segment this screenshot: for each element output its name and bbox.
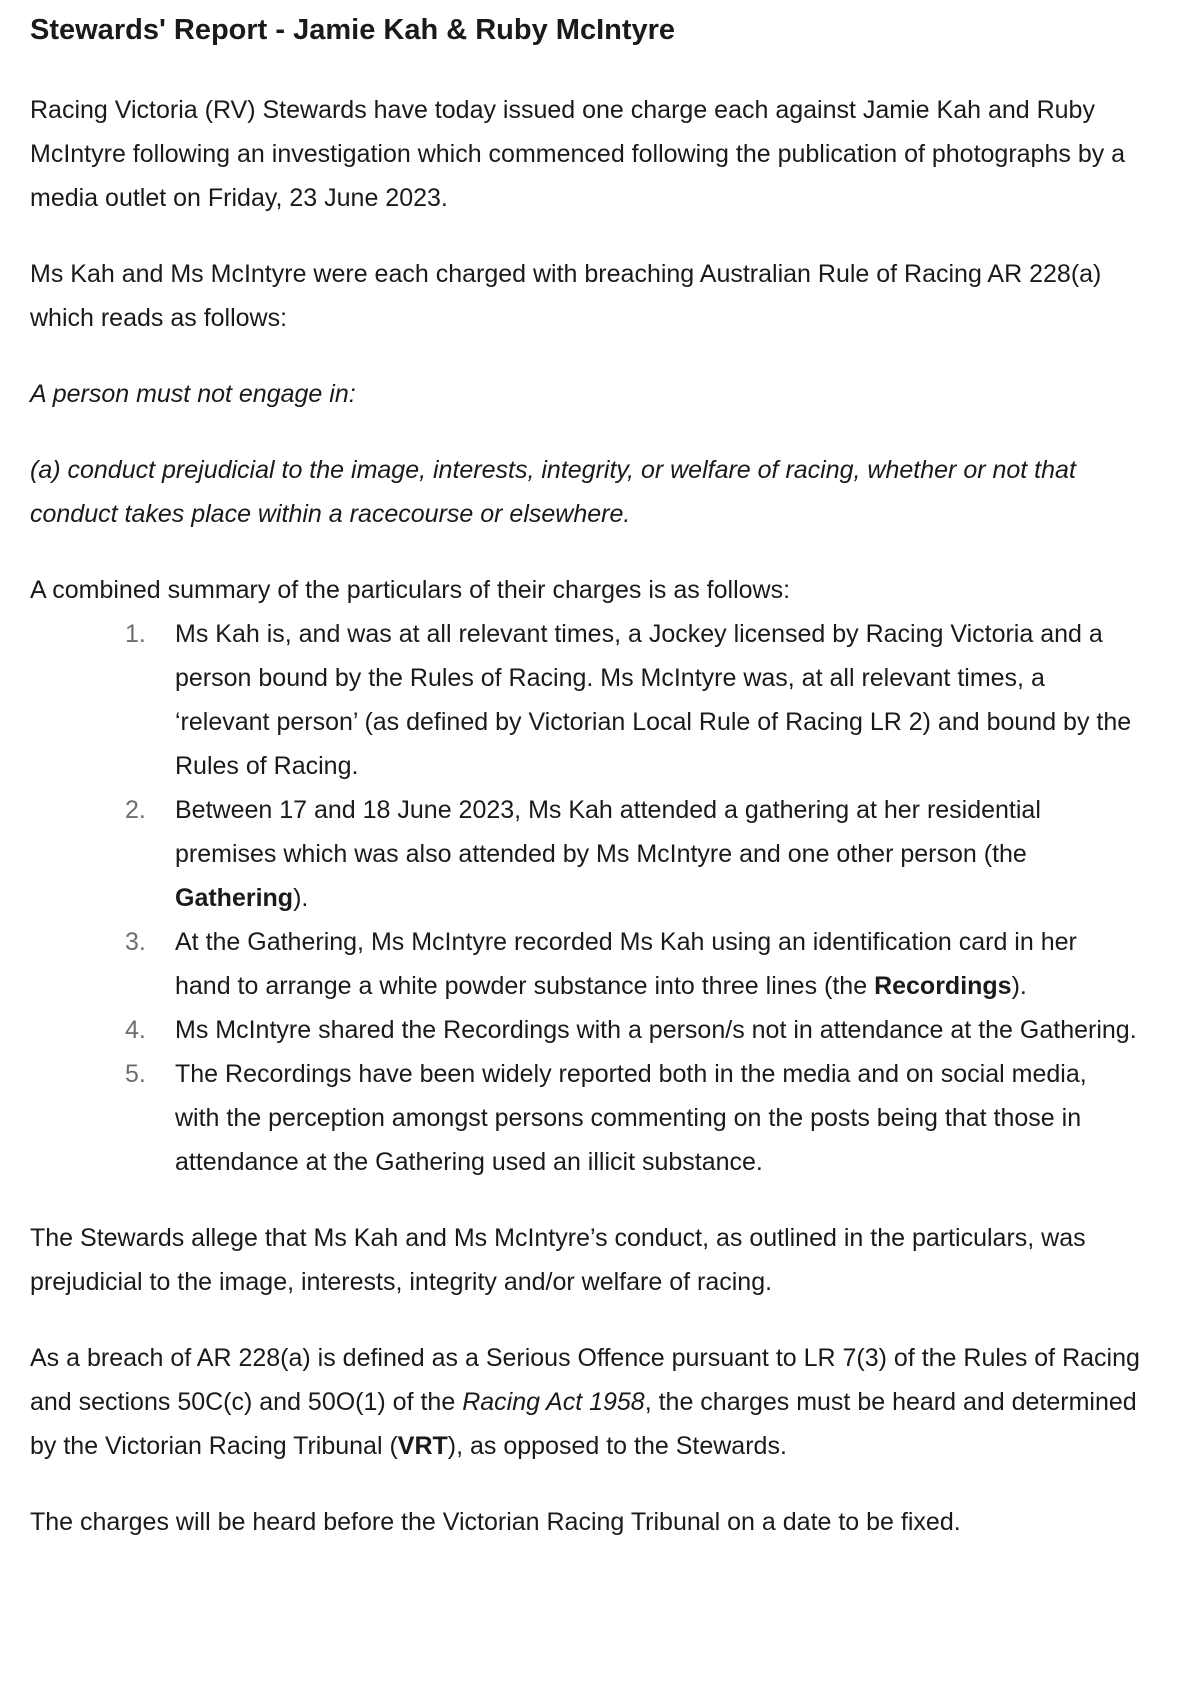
list-item-text: The Recordings have been widely reported both in the media and on social media, with the perception amongst persons commenting on the posts being that those in attendance at the Gathering used an illicit substance. bbox=[175, 1060, 1087, 1176]
defined-term: Gathering bbox=[175, 884, 294, 912]
list-item-number: 3. bbox=[125, 928, 146, 956]
list-item-closing: ). bbox=[293, 884, 309, 912]
list-item-number: 1. bbox=[125, 620, 146, 648]
list-item bbox=[30, 612, 1147, 788]
list-item bbox=[30, 1008, 1147, 1052]
summary-intro: A combined summary of the particulars of their charges is as follows: bbox=[30, 576, 791, 604]
closing-paragraph: The charges will be heard before the Victorian Racing Tribunal on a date to be fixed. bbox=[30, 1508, 961, 1536]
list-item-text: At the Gathering, Ms McIntyre recorded Ms Kah using an identification card in her hand to arrange a white powder substance into three lines (the bbox=[175, 928, 1077, 1000]
particulars-list bbox=[30, 612, 1147, 1184]
rule-intro: A person must not engage in: bbox=[30, 380, 356, 408]
list-item-closing: ). bbox=[1011, 972, 1027, 1000]
list-item-number: 4. bbox=[125, 1016, 146, 1044]
list-item-text: Between 17 and 18 June 2023, Ms Kah attended a gathering at her residential premises which was also attended by Ms McIntyre and one other person (the bbox=[175, 796, 1041, 868]
page-title: Stewards' Report - Jamie Kah & Ruby McIntyre bbox=[30, 14, 676, 46]
breach-text-1: As a breach of AR 228(a) is defined as a Serious Offence pursuant to LR 7(3) of the Rules of Racing and sections 50C(c) and 50O(1) of the bbox=[30, 1344, 1140, 1416]
intro-paragraph: Racing Victoria (RV) Stewards have today issued one charge each against Jamie Kah and Ruby McIntyre following an investigation which commenced following the publication of photographs by a media outlet on Friday, 23 June 2023. bbox=[30, 96, 1126, 212]
list-item-number: 2. bbox=[125, 796, 146, 824]
defined-term: Recordings bbox=[874, 972, 1012, 1000]
act-title: Racing Act 1958 bbox=[462, 1388, 645, 1416]
list-item-number: 5. bbox=[125, 1060, 146, 1088]
breach-text-2: , the charges must be heard and determined by the Victorian Racing Tribunal ( bbox=[30, 1388, 1137, 1460]
list-item bbox=[30, 788, 1147, 920]
allegation-paragraph: The Stewards allege that Ms Kah and Ms McIntyre’s conduct, as outlined in the particulars, was prejudicial to the image, interests, integrity and/or welfare of racing. bbox=[30, 1224, 1086, 1296]
vrt-abbreviation: VRT bbox=[397, 1432, 448, 1460]
list-item-text: Ms McIntyre shared the Recordings with a person/s not in attendance at the Gathering. bbox=[175, 1016, 1137, 1044]
list-item bbox=[30, 1052, 1147, 1184]
breach-paragraph bbox=[30, 1336, 1147, 1468]
rule-clause-a: (a) conduct prejudicial to the image, interests, integrity, or welfare of racing, whether or not that conduct takes place within a racecourse or elsewhere. bbox=[30, 456, 1076, 528]
breach-text-3: ), as opposed to the Stewards. bbox=[447, 1432, 787, 1460]
list-item bbox=[30, 920, 1147, 1008]
list-item-text: Ms Kah is, and was at all relevant times, a Jockey licensed by Racing Victoria and a person bound by the Rules of Racing. Ms McIntyre was, at all relevant times, a ‘relevant person’ (as defined by Victorian Local Rule of Racing LR 2) and bound by the Rules of Racing. bbox=[175, 620, 1132, 780]
charge-paragraph: Ms Kah and Ms McIntyre were each charged with breaching Australian Rule of Racing AR 228(a) which reads as follows: bbox=[30, 260, 1102, 332]
